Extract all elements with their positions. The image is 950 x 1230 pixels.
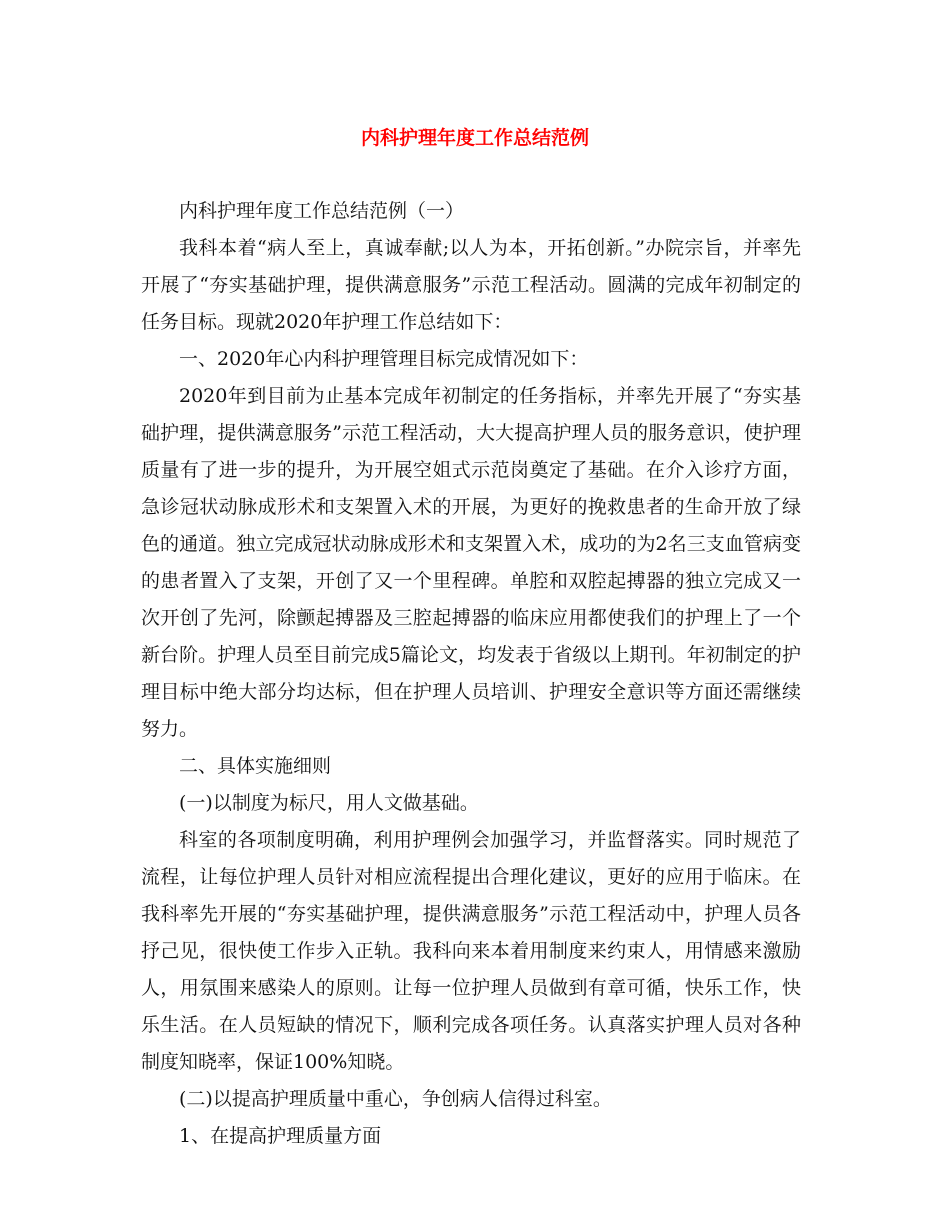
paragraph-systems-detail: 科室的各项制度明确，利用护理例会加强学习，并监督落实。同时规范了流程，让每位护理人员针对相应流程提出合理化建议，更好的应用于临床。在我科率先开展的“夯实基础护理，提供满意服务”示范工程活动中，护理人员各抒己见，很快使工作步入正轨。我科向来本着用制度来约束人，用情感来激励人，用氛围来感染人的原则。让每一位护理人员做到有章可循，快乐工作，快乐生活。在人员短缺的情况下，顺利完成各项任务。认真落实护理人员对各种制度知晓率，保证100%知晓。	[141, 829, 801, 1073]
paragraph-item-one: 1、在提高护理质量方面	[179, 1125, 382, 1147]
paragraph-goals-detail: 2020年到目前为止基本完成年初制定的任务指标，并率先开展了“夯实基础护理，提供满意服务”示范工程活动，大大提高护理人员的服务意识，使护理质量有了进一步的提升，为开展空姐式示范岗奠定了基础。在介入诊疗方面，急诊冠状动脉成形术和支架置入术的开展，为更好的挽救患者的生命开放了绿色的通道。独立完成冠状动脉成形术和支架置入术，成功的为2名三支血管病变的患者置入了支架，开创了又一个里程碑。单腔和双腔起搏器的独立完成又一次开创了先河，除颤起搏器及三腔起搏器的临床应用都使我们的护理上了一个新台阶。护理人员至目前完成5篇论文，均发表于省级以上期刊。年初制定的护理目标中绝大部分均达标，但在护理人员培训、护理安全意识等方面还需继续努力。	[141, 385, 801, 740]
document-body	[141, 193, 801, 1155]
paragraph-subheading-two: (二)以提高护理质量中重心，争创病人信得过科室。	[179, 1088, 612, 1110]
paragraph-intro: 我科本着“病人至上，真诚奉献;以人为本，开拓创新。”办院宗旨，并率先开展了“夯实基础护理，提供满意服务”示范工程活动。圆满的完成年初制定的任务目标。现就2020年护理工作总结如下：	[141, 237, 801, 333]
paragraph-heading-one: 一、2020年心内科护理管理目标完成情况如下：	[179, 348, 589, 370]
paragraph-section-heading: 内科护理年度工作总结范例（一）	[179, 200, 465, 222]
document-title: 内科护理年度工作总结范例	[360, 127, 589, 149]
paragraph-subheading-one: (一)以制度为标尺，用人文做基础。	[179, 792, 479, 814]
paragraph-heading-two: 二、具体实施细则	[179, 755, 332, 777]
